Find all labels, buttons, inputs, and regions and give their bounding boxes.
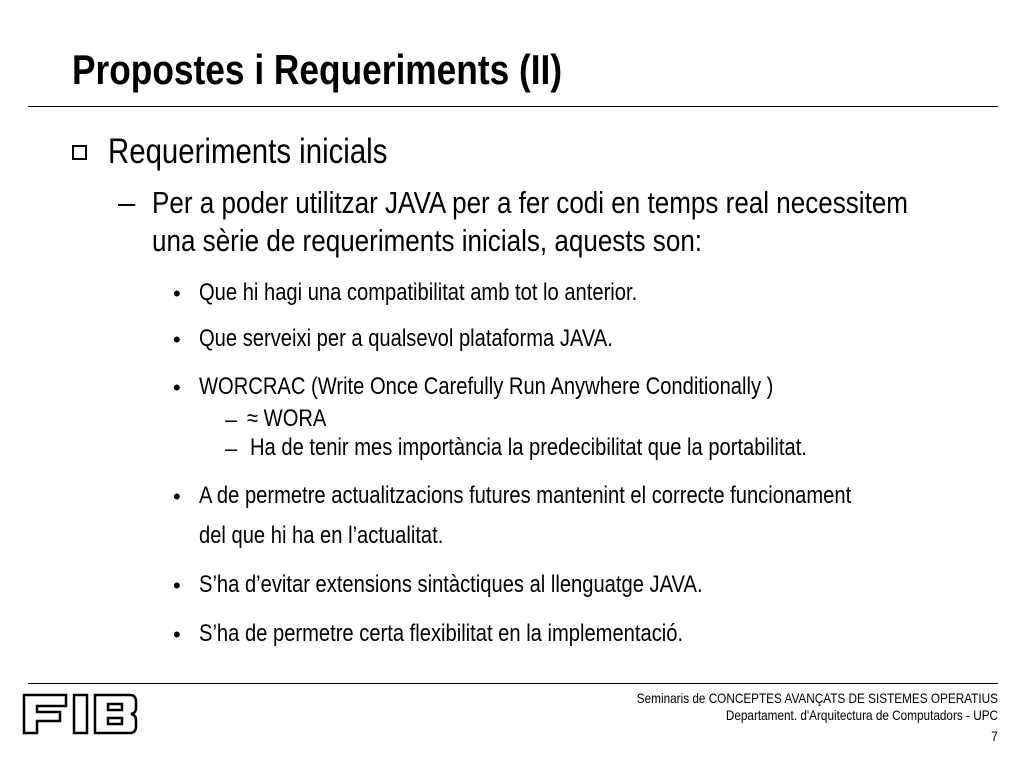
title-divider [28, 106, 998, 107]
sub-bullet-wora: ≈ WORA [247, 405, 327, 432]
bullet-dot: • [173, 375, 181, 400]
bullet-flexibility: S’ha de permetre certa flexibilitat en la implementació. [199, 620, 684, 647]
bullet-updates-line-1: A de permetre actualitzacions futures mantenint el correcte funcionament [199, 482, 852, 509]
bullet-syntax: S’ha d’evitar extensions sintàctiques al llenguatge JAVA. [199, 571, 703, 598]
sub-bullet-predictability: Ha de tenir mes importància la predecibilitat que la portabilitat. [250, 434, 807, 461]
hollow-square-bullet-icon [72, 145, 87, 160]
section-heading: Requeriments inicials [108, 132, 388, 171]
footer-department: Departament. d'Arquitectura de Computadors - UPC [725, 707, 998, 723]
slide-title: Propostes i Requeriments (II) [72, 46, 563, 93]
bullet-worcrac: WORCRAC (Write Once Carefully Run Anywhere Conditionally ) [199, 373, 774, 400]
dash-bullet: – [225, 407, 238, 432]
fib-logo [22, 689, 140, 739]
footer-divider [28, 683, 998, 684]
bullet-platform: Que serveixi per a qualsevol plataforma JAVA. [199, 325, 613, 352]
dash-bullet: – [225, 436, 238, 461]
bullet-dot: • [173, 573, 181, 598]
bullet-dot: • [173, 281, 181, 306]
bullet-compatibility: Que hi hagi una compatibilitat amb tot lo anterior. [199, 279, 638, 306]
bullet-updates-line-2: del que hi ha en l’actualitat. [199, 522, 444, 549]
approx-symbol: ≈ [247, 405, 259, 432]
bullet-dot: • [173, 327, 181, 352]
footer-course: Seminaris de CONCEPTES AVANÇATS DE SISTEMES OPERATIUS [636, 690, 998, 706]
bullet-dot: • [173, 484, 181, 509]
intro-line-2: una sèrie de requeriments inicials, aquests son: [152, 223, 703, 258]
bullet-dot: • [173, 622, 181, 647]
dash-bullet: – [118, 185, 136, 220]
intro-line-1: Per a poder utilitzar JAVA per a fer codi en temps real necessitem [152, 185, 908, 220]
page-number: 7 [991, 728, 998, 744]
